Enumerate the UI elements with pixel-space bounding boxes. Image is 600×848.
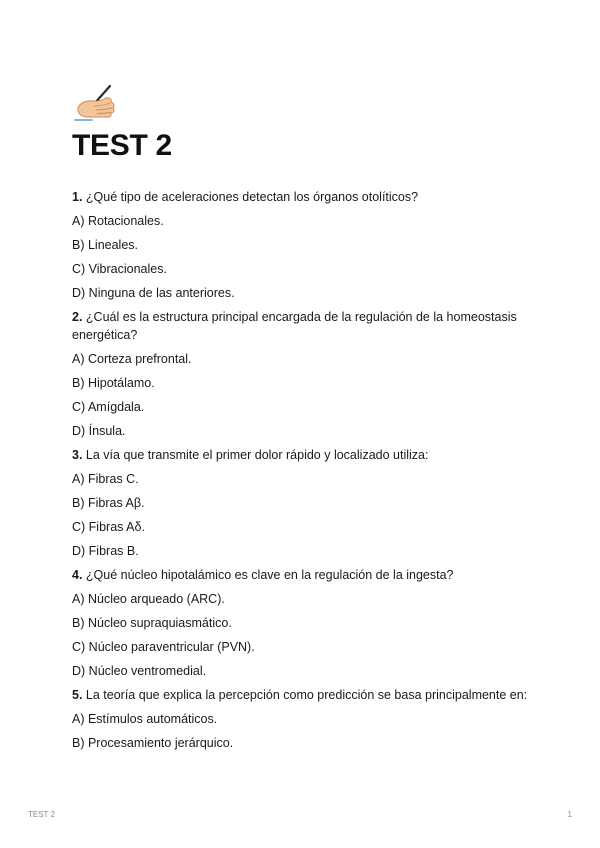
answer-option: D) Ninguna de las anteriores.	[72, 286, 235, 300]
answer-option: D) Ínsula.	[72, 424, 126, 438]
answer-option: A) Rotacionales.	[72, 214, 164, 228]
question-number: 2.	[72, 310, 83, 324]
question	[72, 446, 534, 464]
question-block	[72, 308, 534, 440]
question-text: La vía que transmite el primer dolor rápido y localizado utiliza:	[85, 448, 429, 462]
question-block	[72, 188, 534, 302]
question	[72, 566, 534, 584]
writing-hand-icon	[72, 82, 118, 122]
page-number: 1	[567, 810, 572, 819]
answer-option: C) Vibracionales.	[72, 262, 167, 276]
question-number: 5.	[72, 688, 83, 702]
question-text: La teoría que explica la percepción como predicción se basa principalmente en:	[85, 688, 528, 702]
question-block	[72, 566, 534, 680]
question	[72, 188, 534, 206]
question-text: ¿Cuál es la estructura principal encargada de la regulación de la homeostasis energética?	[72, 310, 517, 342]
footer-title: TEST 2	[28, 810, 55, 819]
page-title: TEST 2	[72, 129, 172, 162]
answer-option: A) Fibras C.	[72, 472, 139, 486]
answer-option: B) Núcleo supraquiasmático.	[72, 616, 232, 630]
answer-option: D) Fibras B.	[72, 544, 139, 558]
answer-option: A) Núcleo arqueado (ARC).	[72, 592, 225, 606]
question-block	[72, 446, 534, 560]
answer-option: C) Amígdala.	[72, 400, 145, 414]
question-number: 4.	[72, 568, 83, 582]
question-text: ¿Qué núcleo hipotalámico es clave en la regulación de la ingesta?	[85, 568, 454, 582]
answer-option: A) Corteza prefrontal.	[72, 352, 192, 366]
answer-option: C) Núcleo paraventricular (PVN).	[72, 640, 255, 654]
question-number: 3.	[72, 448, 83, 462]
answer-option: B) Hipotálamo.	[72, 376, 155, 390]
answer-option: A) Estímulos automáticos.	[72, 712, 218, 726]
question	[72, 308, 534, 344]
question-block	[72, 686, 534, 752]
answer-option: B) Lineales.	[72, 238, 139, 252]
question-text: ¿Qué tipo de aceleraciones detectan los órganos otolíticos?	[85, 190, 419, 204]
question-list	[72, 188, 534, 758]
answer-option: B) Procesamiento jerárquico.	[72, 736, 234, 750]
question	[72, 686, 534, 704]
answer-option: D) Núcleo ventromedial.	[72, 664, 207, 678]
question-number: 1.	[72, 190, 83, 204]
answer-option: C) Fibras Aδ.	[72, 520, 145, 534]
answer-option: B) Fibras Aβ.	[72, 496, 145, 510]
